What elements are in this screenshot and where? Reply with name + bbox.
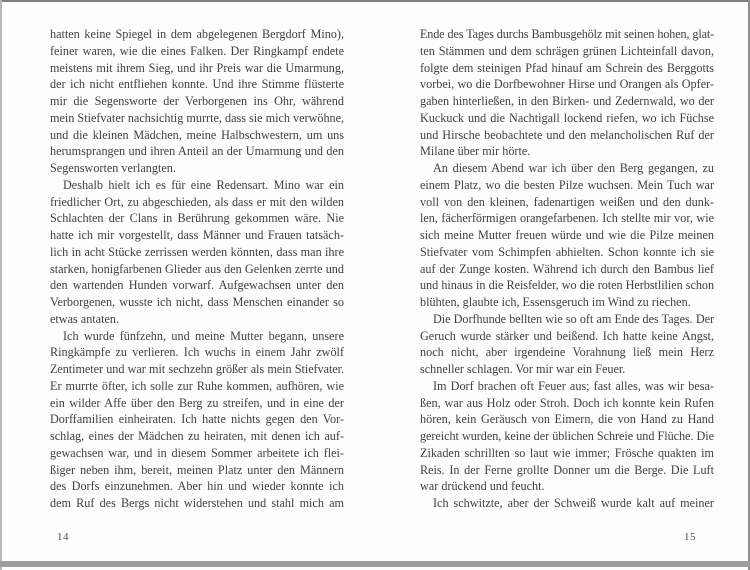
text-line: der ich nicht entfliehen konnte. Und ihre Stimme flüsterte	[50, 77, 344, 92]
text-line: Deshalb hielt ich es für eine Redensart. Mino war ein	[63, 177, 344, 192]
text-line: und Hirsche beobachtete und den melancholischen Ruf der	[420, 127, 714, 142]
page-left-text	[50, 26, 344, 512]
text-line: starken, honigfarbenen Glieder aus den Gelenken zerrte und	[50, 261, 344, 276]
text-line: dem Ruf des Bergs nicht widerstehen und stahl mich am	[50, 496, 344, 510]
text-line: Ich schwitzte, aber der Schweiß wurde kalt auf meiner	[433, 496, 714, 510]
text-line: voll von den kleinen, fadenartigen weißen und den dunk-	[420, 194, 714, 209]
page-right-text	[420, 26, 714, 512]
text-line: sich meine Mutter freuen würde und wie die Pilze meinen	[420, 228, 714, 242]
text-line: len, fächerförmigen orangefarbenen. Ich stellte mir vor, wie	[420, 211, 714, 226]
text-line: meistens mit ihrem Sieg, und ihr Preis war die Umarmung,	[50, 60, 344, 75]
text-line: Im Dorf brachen oft Feuer aus; fast alles, was wir besa-	[433, 378, 714, 393]
text-line: Zentimeter und war mit sechzehn größer als mein Stiefvater.	[50, 362, 344, 376]
text-line: ßen, war aus Holz oder Stroh. Doch ich konnte kein Rufen	[420, 395, 714, 410]
text-line: den wartenden Hunden vorwarf. Aufgewachsen unter den	[50, 278, 344, 293]
text-line: feiner waren, wie die eines Falken. Der Ringkampf endete	[50, 43, 344, 58]
text-line: Schlachten der Clans in Berührung gekommen wäre. Nie	[50, 211, 344, 226]
text-line: Ich wurde fünfzehn, und meine Mutter begann, unsere	[63, 328, 344, 343]
text-line: ein wilder Affe über den Berg zu streifen, und in eine der	[50, 395, 344, 410]
text-line: lich in acht Stücke zerrissen werden könnten, dass man ihre	[50, 244, 344, 259]
scan-edge-left	[0, 0, 2, 570]
text-line: mein Stiefvater nachsichtig murrte, dass sie mich verwöhne,	[50, 110, 344, 125]
text-line: etwas antaten.	[50, 311, 120, 326]
text-line: Dorffamilien einheiraten. Ich hatte nichts gegen den Vor-	[50, 412, 344, 427]
text-line: und die kleinen Mädchen, meine Halbschwestern, um uns	[50, 127, 344, 142]
text-line: Verborgenen, wusste ich nicht, dass Menschen einander so	[50, 295, 344, 309]
text-line: Die Dorfhunde bellten wie so oft am Ende des Tages. Der	[433, 311, 714, 326]
text-line: gereicht wurden, keine der üblichen Schreie und Flüche. Die	[420, 429, 714, 443]
text-line: Milane über mir hörte.	[420, 144, 531, 159]
text-line: des Dorfs einzunehmen. Aber hin und wieder konnte ich	[50, 479, 344, 494]
text-line: hatte ich mir vorgestellt, dass Männer und Frauen tatsäch-	[50, 228, 344, 242]
text-line: und hinaus in die Reisfelder, wo die roten Herbstlilien schon	[420, 278, 714, 293]
text-line: blühten, glaubte ich, Essensgeruch im Wind zu riechen.	[420, 295, 691, 309]
text-line: Ende des Tages durchs Bambusgehölz mit seinen hohen, glat-	[420, 27, 714, 41]
text-line: Segensworten verlangten.	[50, 161, 176, 175]
text-line: auf der Zunge kosten. Während ich durch den Bambus lief	[420, 261, 714, 276]
text-line: Geruch wurde stärker und beißend. Ich hatte keine Angst,	[420, 328, 714, 343]
text-line: einem Platz, wo die besten Pilze wuchsen. Mein Tuch war	[420, 177, 714, 192]
text-line: mir die Segensworte der Verborgenen ins Ohr, während	[50, 94, 344, 108]
text-line: gewachsen war, und in diesem Sommer arbeitete ich flei-	[50, 445, 344, 460]
text-line: vorbei, wo die Dorfbewohner Hirse und Orangen als Opfer-	[420, 77, 714, 92]
text-line: hatten keine Spiegel in dem abgelegenen Bergdorf Mino),	[50, 27, 344, 41]
scan-edge-top	[0, 0, 750, 2]
text-line: Ringkämpfe zu verlieren. Ich wuchs in einem Jahr zwölf	[50, 345, 344, 360]
text-line: Stiefvater vom Schimpfen abhielten. Schon konnte ich sie	[420, 244, 714, 259]
text-line: ßiger neben ihm, bereit, meinen Platz unter den Männern	[50, 462, 344, 477]
text-line: Er murrte öfter, ich solle zur Ruhe kommen, aufhören, wie	[50, 378, 344, 393]
text-line: war drückend und feucht.	[420, 479, 545, 494]
text-line: schlag, eines der Mädchen zu heiraten, mit denen ich auf-	[50, 429, 344, 443]
text-line: Kuckuck und die Nachtigall lockend riefen, wo ich Füchse	[420, 110, 714, 125]
text-line: friedlicher Ort, zu abgeschieden, als dass er mit den wilden	[50, 194, 344, 209]
page-number-right: 15	[684, 531, 696, 543]
text-line: hören, kein Geräusch von Eimern, die von Hand zu Hand	[420, 412, 714, 427]
scan-edge-bottom	[0, 561, 750, 567]
text-line: noch nicht, aber irgendeine Vorahnung ließ mein Herz	[420, 345, 714, 360]
text-line: gaben hinterließen, in den Birken- und Zedernwald, wo der	[420, 94, 714, 108]
text-line: Zikaden schrillten so laut wie immer; Frösche quakten im	[420, 445, 714, 460]
text-line: folgte dem steinigen Pfad hinauf am Schrein des Berggotts	[420, 60, 714, 75]
text-line: herumsprangen und ihren Anteil an der Umarmung und den	[50, 144, 344, 159]
text-line: schneller schlagen. Vor mir war ein Feuer.	[420, 362, 626, 376]
text-line: An diesem Abend war ich über den Berg gegangen, zu	[433, 161, 714, 175]
text-line: ten Stämmen und dem schrägen grünen Lichteinfall davon,	[420, 43, 714, 58]
text-line: Reis. In der Ferne grollte Donner um die Berge. Die Luft	[420, 462, 714, 477]
page-number-left: 14	[57, 531, 69, 543]
